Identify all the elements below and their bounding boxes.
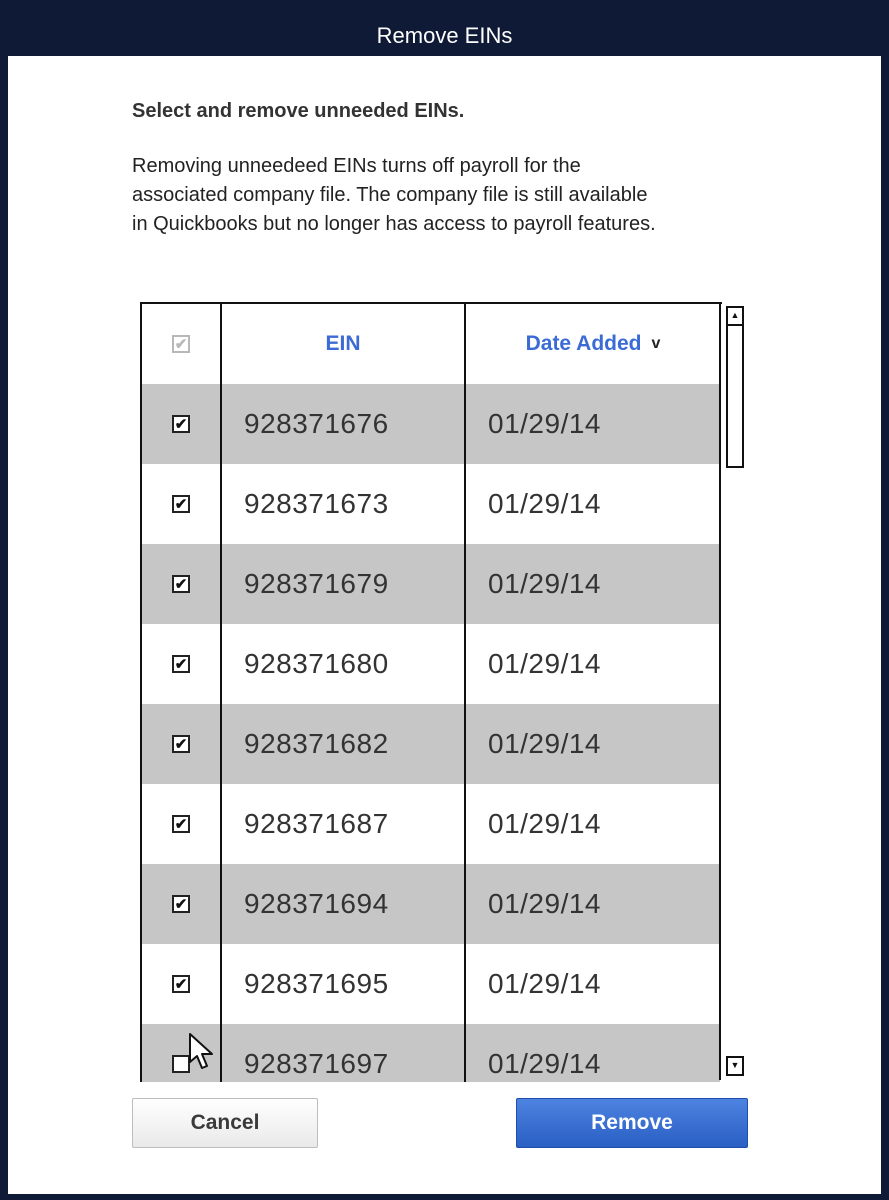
remove-eins-dialog	[8, 56, 881, 1194]
window-title: Remove EINs	[376, 23, 513, 48]
row-checkbox-cell	[142, 464, 222, 544]
table-row[interactable]	[142, 544, 720, 624]
ein-value: 928371697	[244, 1048, 389, 1079]
date-added-cell	[466, 624, 720, 704]
date-added-value: 01/29/14	[488, 568, 601, 599]
scrollbar-thumb[interactable]	[726, 326, 744, 468]
row-checkbox-cell	[142, 544, 222, 624]
scroll-up-arrow-icon[interactable]: ▲	[726, 306, 744, 326]
check-icon: ✔	[174, 575, 188, 593]
check-icon: ✔	[174, 815, 188, 833]
check-icon: ✔	[174, 495, 188, 513]
table-row[interactable]	[142, 864, 720, 944]
row-checkbox-cell	[142, 384, 222, 464]
cancel-button[interactable]: Cancel	[132, 1098, 318, 1148]
ein-value: 928371695	[244, 968, 389, 999]
row-checkbox[interactable]	[172, 575, 190, 593]
ein-cell	[222, 864, 466, 944]
row-checkbox[interactable]	[172, 895, 190, 913]
check-icon: ✔	[174, 655, 188, 673]
mouse-pointer-icon	[188, 1032, 218, 1076]
table-row[interactable]	[142, 784, 720, 864]
scroll-down-arrow-icon[interactable]: ▼	[726, 1056, 744, 1076]
dialog-description	[132, 152, 772, 239]
row-checkbox-cell	[142, 704, 222, 784]
select-all-checkbox[interactable]	[172, 335, 190, 353]
date-added-value: 01/29/14	[488, 648, 601, 679]
date-added-cell	[466, 544, 720, 624]
ein-table	[140, 302, 722, 1082]
ein-value: 928371694	[244, 888, 389, 919]
table-row[interactable]	[142, 624, 720, 704]
table-row[interactable]	[142, 704, 720, 784]
date-added-value: 01/29/14	[488, 888, 601, 919]
check-icon: ✔	[174, 415, 188, 433]
table-scrollbar[interactable]	[722, 302, 748, 1080]
ein-value: 928371673	[244, 488, 389, 519]
date-added-value: 01/29/14	[488, 1048, 601, 1079]
description-line: Removing unneedeed EINs turns off payroll for the	[132, 155, 581, 177]
ein-cell	[222, 544, 466, 624]
description-line: in Quickbooks but no longer has access to payroll features.	[132, 213, 656, 235]
check-icon: ✔	[174, 735, 188, 753]
ein-value: 928371679	[244, 568, 389, 599]
row-checkbox[interactable]	[172, 415, 190, 433]
ein-cell	[222, 464, 466, 544]
date-added-cell	[466, 864, 720, 944]
row-checkbox-cell	[142, 944, 222, 1024]
column-header-ein[interactable]	[222, 304, 466, 384]
description-line: associated company file. The company file is still available	[132, 184, 648, 206]
date-added-value: 01/29/14	[488, 968, 601, 999]
ein-cell	[222, 704, 466, 784]
ein-value: 928371676	[244, 408, 389, 439]
date-added-cell	[466, 1024, 720, 1082]
date-added-cell	[466, 944, 720, 1024]
row-checkbox[interactable]	[172, 975, 190, 993]
table-header-row	[142, 304, 720, 384]
row-checkbox-cell	[142, 624, 222, 704]
table-row[interactable]	[142, 944, 720, 1024]
date-added-cell	[466, 464, 720, 544]
check-icon: ✔	[174, 975, 188, 993]
ein-cell	[222, 1024, 466, 1082]
dialog-heading: Select and remove unneeded EINs.	[132, 100, 465, 122]
row-checkbox-cell	[142, 864, 222, 944]
date-added-value: 01/29/14	[488, 728, 601, 759]
table-row[interactable]	[142, 384, 720, 464]
ein-cell	[222, 944, 466, 1024]
ein-value: 928371682	[244, 728, 389, 759]
ein-value: 928371680	[244, 648, 389, 679]
table-row[interactable]	[142, 464, 720, 544]
check-icon: ✔	[174, 895, 188, 913]
ein-cell	[222, 784, 466, 864]
table-right-border	[719, 302, 721, 1080]
row-checkbox[interactable]	[172, 655, 190, 673]
ein-cell	[222, 624, 466, 704]
column-header-date-added[interactable]	[466, 304, 720, 384]
window-title-bar	[0, 0, 889, 56]
date-added-value: 01/29/14	[488, 808, 601, 839]
row-checkbox-cell	[142, 784, 222, 864]
column-header-ein-label: EIN	[325, 332, 361, 355]
date-added-cell	[466, 784, 720, 864]
row-checkbox[interactable]	[172, 815, 190, 833]
date-added-cell	[466, 704, 720, 784]
row-checkbox[interactable]	[172, 495, 190, 513]
sort-descending-icon: v	[651, 335, 661, 352]
remove-button[interactable]: Remove	[516, 1098, 748, 1148]
date-added-value: 01/29/14	[488, 488, 601, 519]
date-added-cell	[466, 384, 720, 464]
column-header-date-label: Date Added	[525, 332, 642, 355]
row-checkbox[interactable]	[172, 735, 190, 753]
table-row[interactable]	[142, 1024, 720, 1082]
check-icon: ✔	[174, 335, 188, 353]
ein-cell	[222, 384, 466, 464]
ein-value: 928371687	[244, 808, 389, 839]
select-all-cell	[142, 304, 222, 384]
date-added-value: 01/29/14	[488, 408, 601, 439]
